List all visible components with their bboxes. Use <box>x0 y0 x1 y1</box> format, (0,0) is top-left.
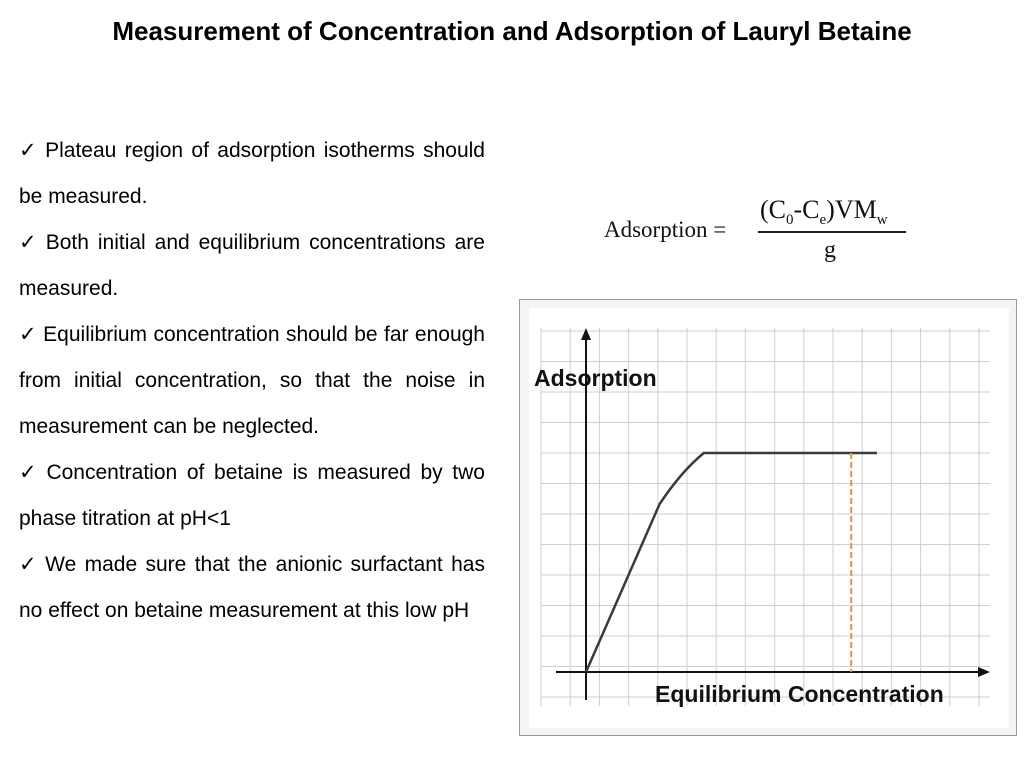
formula-sub-0: 0 <box>786 212 794 229</box>
y-axis-label: Adsorption <box>534 365 657 391</box>
x-axis-label: Equilibrium Concentration <box>655 681 944 707</box>
formula-denominator: g <box>824 237 836 263</box>
bullet-text: Plateau region of adsorption isotherms should be measured. <box>19 139 485 208</box>
checkmark-icon: ✓ <box>19 139 40 162</box>
bullet-text: Concentration of betaine is measured by two phase titration at pH<1 <box>19 461 485 530</box>
bullet-text: Both initial and equilibrium concentrations are measured. <box>19 231 485 300</box>
formula-sub-e: e <box>819 212 827 229</box>
checkmark-icon: ✓ <box>19 231 40 254</box>
bullet-text: Equilibrium concentration should be far enough from initial concentration, so that the noise in measurement can be neglected. <box>19 323 485 438</box>
formula-c: (C <box>760 195 786 224</box>
page-title: Measurement of Concentration and Adsorption of Lauryl Betaine <box>112 16 912 46</box>
x-axis-arrow-icon <box>978 667 990 677</box>
checkmark-icon: ✓ <box>19 323 38 346</box>
y-axis-arrow-icon <box>581 328 591 340</box>
bullet-text: We made sure that the anionic surfactant has no effect on betaine measurement at this low pH <box>19 553 485 622</box>
formula-vm: )VM <box>826 195 877 224</box>
checkmark-icon: ✓ <box>19 461 41 484</box>
formula-lhs: Adsorption = <box>604 217 727 242</box>
formula-sub-w: w <box>876 212 888 229</box>
checkmark-icon: ✓ <box>19 553 40 576</box>
formula-ce: -C <box>793 195 820 224</box>
